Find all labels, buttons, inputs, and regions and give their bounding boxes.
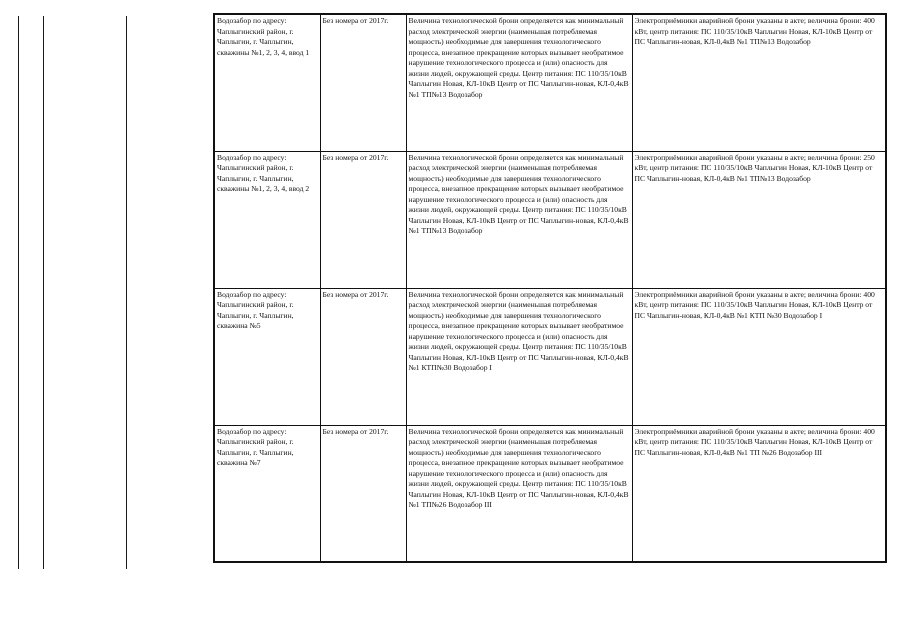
object-cell: Водозабор по адресу: Чаплыгинский район, г. Чаплыгин, г. Чаплыгин, скважины №1, 2, 3, 4, ввод 1 bbox=[214, 14, 320, 151]
left-margin-line-3 bbox=[126, 16, 127, 569]
table-row bbox=[214, 288, 886, 425]
tech-reserve-cell: Величина технологической брони определяется как минимальный расход электрической энергии (наименьшая потребляемая мощность) необходимые для завершения технологического процесса, внезапное прекращение которых вызывает необратимое нарушение технологического процесса и (или) опасность для жизни людей, окружающей среды. Центр питания: ПС 110/35/10кВ Чаплыгин Новая, КЛ-10кВ Центр от ПС Чаплыгин-новая, КЛ-0,4кВ №1 ТП№13 Водозабор bbox=[406, 151, 632, 288]
emergency-reserve-cell: Электроприёмники аварийной брони указаны в акте; величина брони: 400 кВт, центр питания: ПС 110/35/10кВ Чаплыгин Новая, КЛ-10кВ Центр от ПС Чаплыгин-новая, КЛ-0,4кВ №1 КТП №30 Водозабор I bbox=[632, 288, 886, 425]
act-number-cell: Без номера от 2017г. bbox=[320, 14, 406, 151]
emergency-reserve-cell: Электроприёмники аварийной брони указаны в акте; величина брони: 250 кВт, центр питания: ПС 110/35/10кВ Чаплыгин Новая, КЛ-10кВ Центр от ПС Чаплыгин-новая, КЛ-0,4кВ №1 ТП№13 Водозабор bbox=[632, 151, 886, 288]
act-number-cell: Без номера от 2017г. bbox=[320, 288, 406, 425]
object-cell: Водозабор по адресу: Чаплыгинский район, г. Чаплыгин, г. Чаплыгин, скважины №1, 2, 3, 4, ввод 2 bbox=[214, 151, 320, 288]
left-margin-line-2 bbox=[43, 16, 44, 569]
object-cell: Водозабор по адресу: Чаплыгинский район, г. Чаплыгин, г. Чаплыгин, скважина №7 bbox=[214, 425, 320, 562]
tech-reserve-cell: Величина технологической брони определяется как минимальный расход электрической энергии (наименьшая потребляемая мощность) необходимые для завершения технологического процесса, внезапное прекращение которых вызывает необратимое нарушение технологического процесса и (или) опасность для жизни людей, окружающей среды. Центр питания: ПС 110/35/10кВ Чаплыгин Новая, КЛ-10кВ Центр от ПС Чаплыгин-новая, КЛ-0,4кВ №1 ТП№13 Водозабор bbox=[406, 14, 632, 151]
table-row bbox=[214, 151, 886, 288]
reserve-table bbox=[213, 13, 887, 563]
emergency-reserve-cell: Электроприёмники аварийной брони указаны в акте; величина брони: 400 кВт, центр питания: ПС 110/35/10кВ Чаплыгин Новая, КЛ-10кВ Центр от ПС Чаплыгин-новая, КЛ-0,4кВ №1 ТП№13 Водозабор bbox=[632, 14, 886, 151]
emergency-reserve-cell: Электроприёмники аварийной брони указаны в акте; величина брони: 400 кВт, центр питания: ПС 110/35/10кВ Чаплыгин Новая, КЛ-10кВ Центр от ПС Чаплыгин-новая, КЛ-0,4кВ №1 ТП №26 Водозабор III bbox=[632, 425, 886, 562]
act-number-cell: Без номера от 2017г. bbox=[320, 151, 406, 288]
table-row bbox=[214, 425, 886, 562]
tech-reserve-cell: Величина технологической брони определяется как минимальный расход электрической энергии (наименьшая потребляемая мощность) необходимые для завершения технологического процесса, внезапное прекращение которых вызывает необратимое нарушение технологического процесса и (или) опасность для жизни людей, окружающей среды. Центр питания: ПС 110/35/10кВ Чаплыгин Новая, КЛ-10кВ Центр от ПС Чаплыгин-новая, КЛ-0,4кВ №1 КТП№30 Водозабор I bbox=[406, 288, 632, 425]
act-number-cell: Без номера от 2017г. bbox=[320, 425, 406, 562]
table-row bbox=[214, 14, 886, 151]
object-cell: Водозабор по адресу: Чаплыгинский район, г. Чаплыгин, г. Чаплыгин, скважина №5 bbox=[214, 288, 320, 425]
left-margin-line-1 bbox=[18, 16, 19, 569]
tech-reserve-cell: Величина технологической брони определяется как минимальный расход электрической энергии (наименьшая потребляемая мощность) необходимые для завершения технологического процесса, внезапное прекращение которых вызывает необратимое нарушение технологического процесса и (или) опасность для жизни людей, окружающей среды. Центр питания: ПС 110/35/10кВ Чаплыгин Новая, КЛ-10кВ Центр от ПС Чаплыгин-новая, КЛ-0,4кВ №1 ТП№26 Водозабор III bbox=[406, 425, 632, 562]
